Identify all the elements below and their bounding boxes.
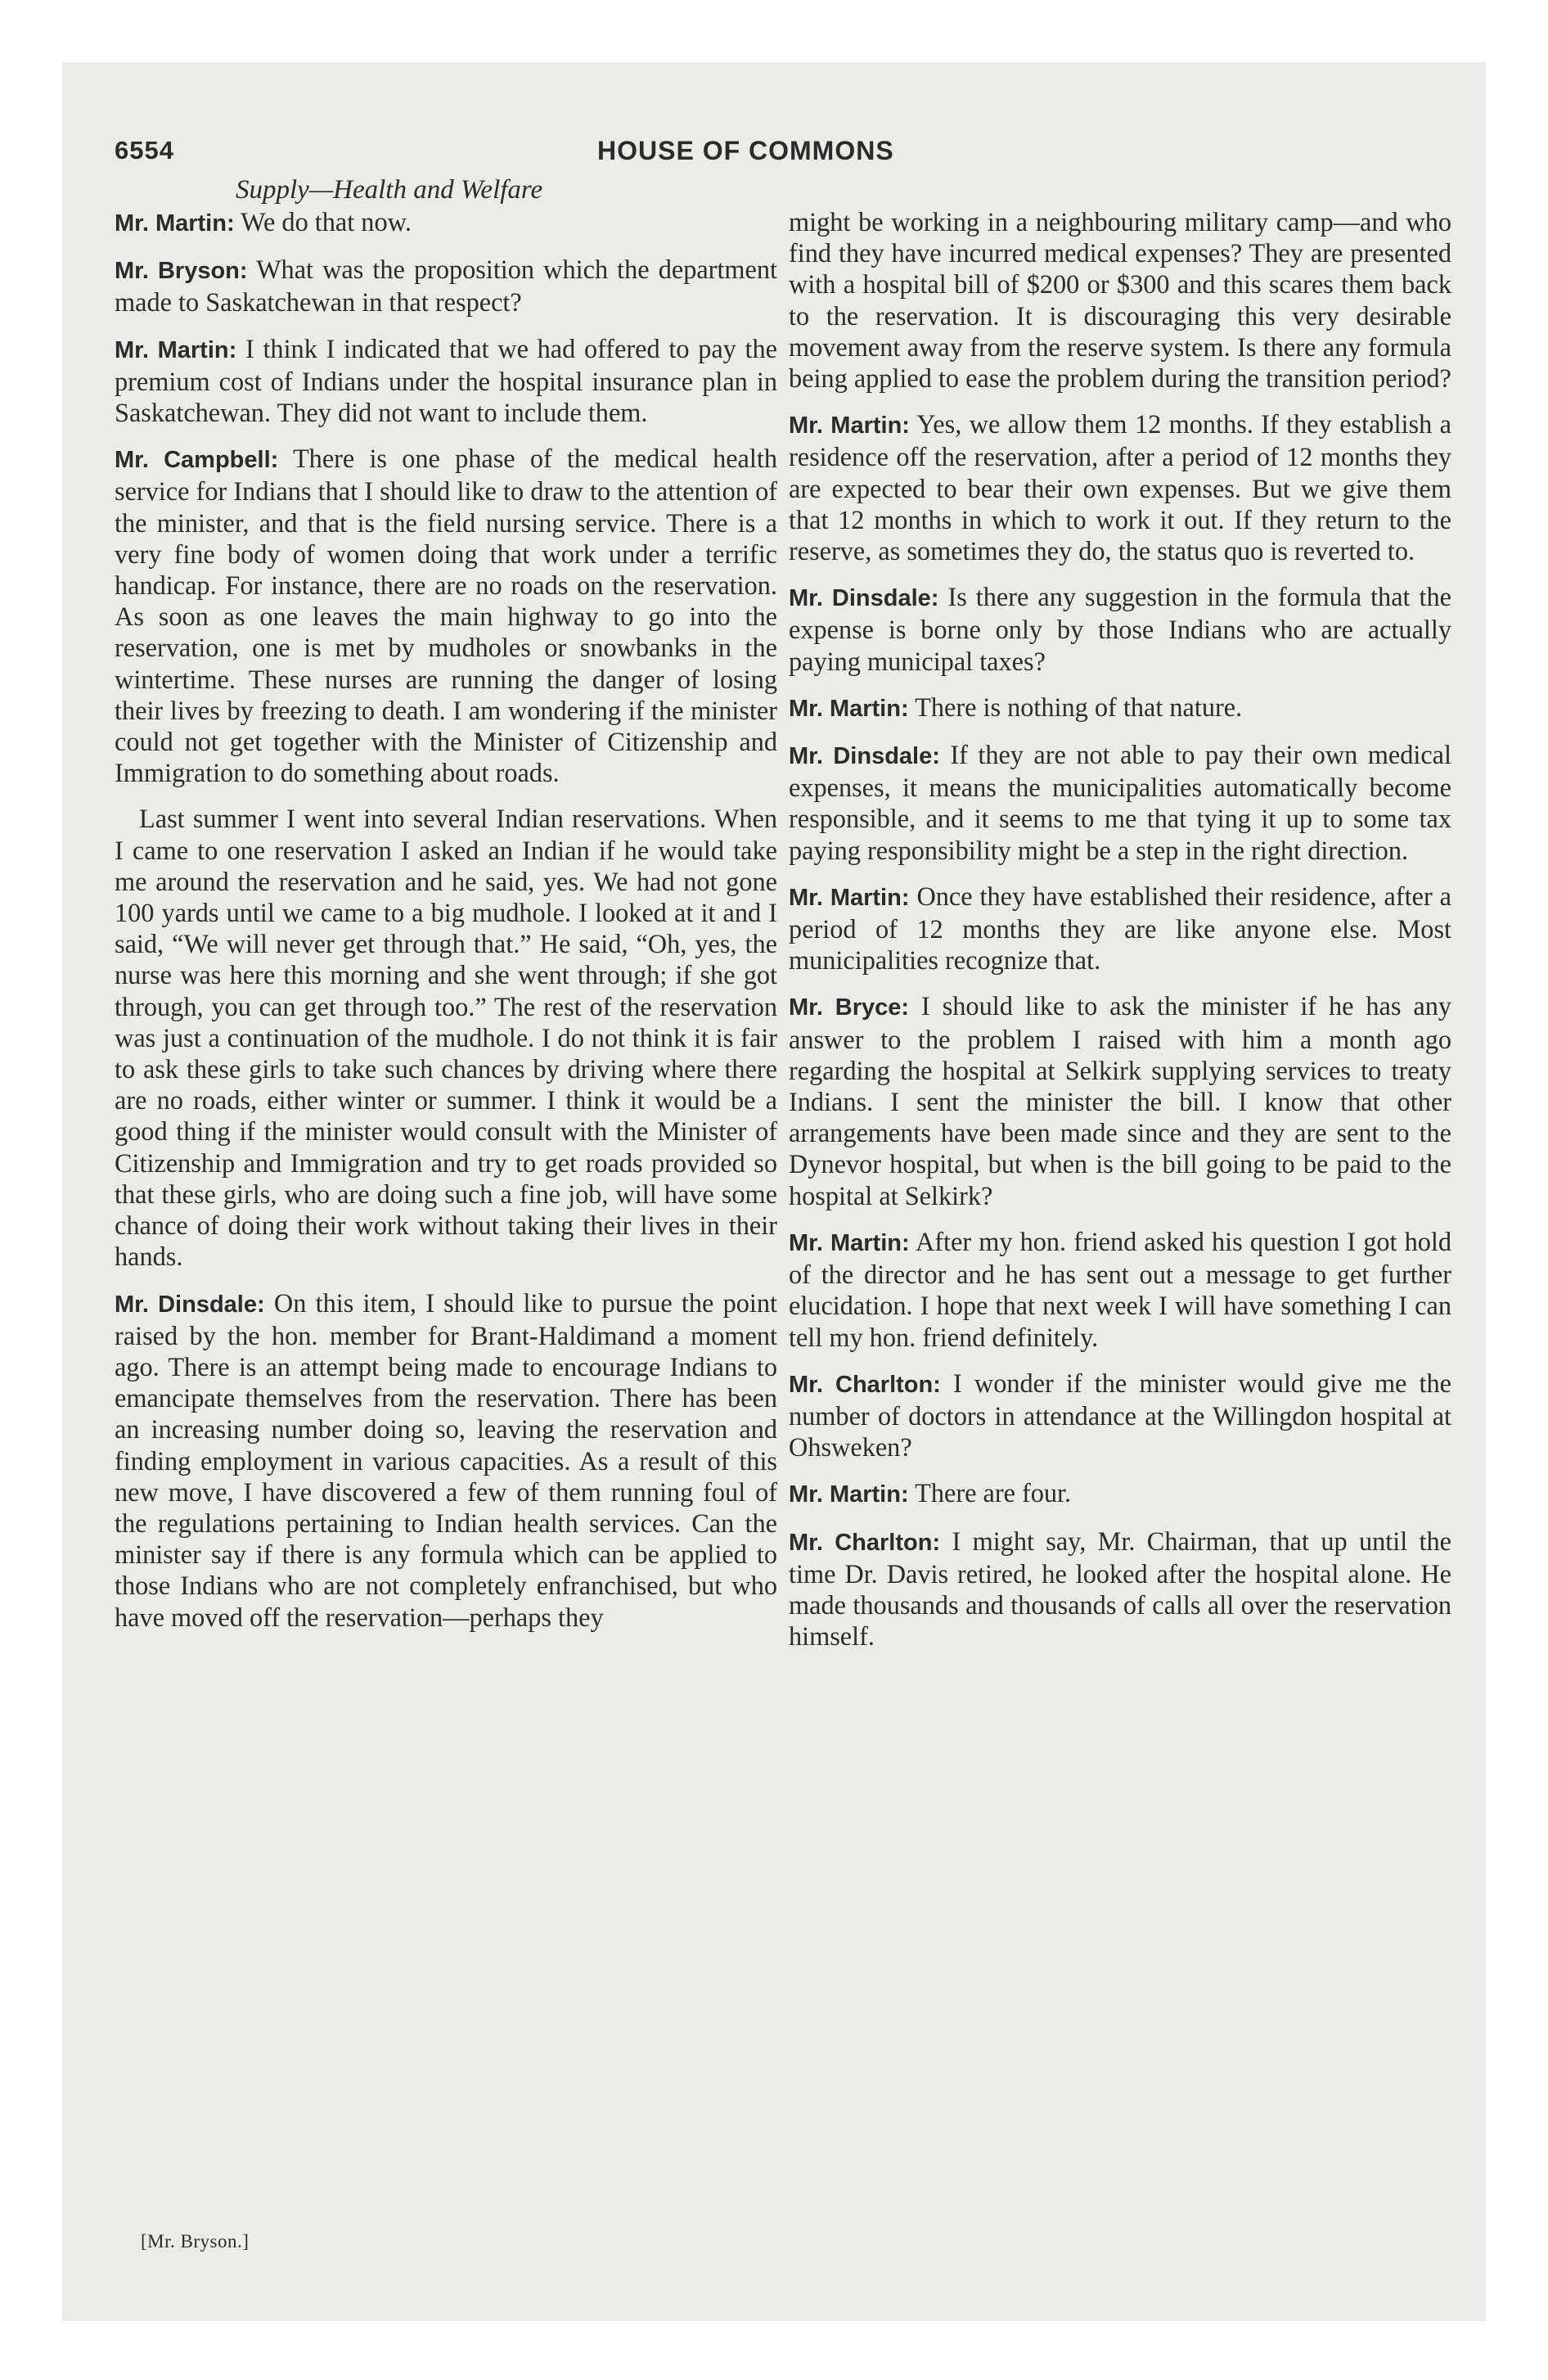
speaker-name: Mr. Dinsdale: (789, 743, 940, 770)
paragraph (789, 581, 1451, 677)
paragraph (115, 254, 777, 318)
speaker-name: Mr. Campbell: (115, 447, 279, 474)
paragraph (789, 990, 1451, 1210)
speaker-name: Mr. Dinsdale: (789, 585, 939, 612)
paragraph (789, 1526, 1451, 1652)
speaker-name: Mr. Dinsdale: (115, 1291, 265, 1318)
speaker-name: Mr. Martin: (789, 1229, 910, 1256)
footer-note: [Mr. Bryson.] (141, 2231, 250, 2252)
speaker-name: Mr. Martin: (115, 336, 237, 363)
paragraph-text: I should like to ask the minister if he has any answer to the problem I raised with him a month ago regarding the hospital at Selkirk supplying services to treaty Indians. I sent the minister the bill. I know that other arrangements have been made since and they are sent to the Dynevor hospital, but when is the bill going to be paid to the hospital at Selkirk? (789, 991, 1452, 1210)
paragraph-text: There is one phase of the medical health service for Indians that I should like to draw to the attention of the minister, and that is the field nursing service. There is a very fine body of women doing that work under a terrific handicap. For instance, there are no roads on the reservation. As soon as one leaves the main highway to go into the reservation, one is met by mudholes or snowbanks in the wintertime. These nurses are running the danger of losing their lives by freezing to death. I am wondering if the minister could not get together with the Minister of Citizenship and Immigration to do something about roads. (115, 444, 777, 788)
paragraph-text: Last summer I went into several Indian reservations. When I came to one reservation I asked an Indian if he would take me around the reservation and he said, yes. We had not gone 100 yards until we came to a big mudhole. I looked at it and I said, “We will never get through that.” He said, “Oh, yes, the nurse was here this morning and she went through; if she got through, you can get through too.” The rest of the reservation was just a continuation of the mudhole. I do not think it is fair to ask these girls to take such chances by driving where there are no roads, either winter or summer. I think it would be a good thing if the minister would consult with the Minister of Citizenship and Immigration and try to get roads provided so that these girls, who are doing such a fine job, will have some chance of doing their work without taking their lives in their hands. (115, 804, 777, 1272)
section-subtitle: Supply—Health and Welfare (236, 175, 543, 205)
paragraph-text: I wonder if the minister would give me the number of doctors in attendance at the Willingdon hospital at Ohsweken? (789, 1368, 1451, 1463)
paragraph-text: I think I indicated that we had offered to pay the premium cost of Indians under the hospital insurance plan in Saskatchewan. They did not want to include them. (115, 333, 777, 428)
paragraph (115, 803, 777, 1272)
speaker-name: Mr. Charlton: (789, 1529, 941, 1556)
speaker-name: Mr. Martin: (789, 695, 909, 722)
paragraph (115, 333, 777, 429)
paragraph-text: We do that now. (241, 207, 412, 237)
paragraph (789, 1477, 1451, 1510)
paragraph-text: Once they have established their residence, after a period of 12 months they are like anyone else. Most municipalities recognize that. (789, 881, 1451, 976)
paragraph-text: If they are not able to pay their own medical expenses, it means the municipalities automatically become responsible, and it seems to me that tying it up to some tax paying responsibility might be a step in the right direction. (789, 740, 1451, 865)
paragraph-text: I might say, Mr. Chairman, that up until the time Dr. Davis retired, he looked after the hospital alone. He made thousands and thousands of calls all over the reservation himself. (789, 1526, 1451, 1652)
speaker-name: Mr. Martin: (789, 1481, 909, 1508)
paragraph-text: There are four. (915, 1478, 1072, 1508)
paragraph (115, 1287, 777, 1633)
paragraph-text: What was the proposition which the department made to Saskatchewan in that respect? (115, 255, 777, 318)
speaker-name: Mr. Charlton: (789, 1371, 941, 1398)
journal-title: HOUSE OF COMMONS (597, 136, 894, 165)
right-column (789, 206, 1451, 1666)
paragraph-text: Yes, we allow them 12 months. If they establish a residence off the reservation, after a period of 12 months they are expected to bear their own expenses. But we give them that 12 months in which to work it out. If they return to the reserve, as sometimes they do, the status quo is reverted to. (789, 409, 1451, 566)
paragraph (789, 692, 1451, 724)
paragraph (789, 408, 1451, 566)
speaker-name: Mr. Martin: (789, 412, 910, 439)
paragraph (115, 443, 777, 788)
paragraph-text: Is there any suggestion in the formula that the expense is borne only by those Indians who are actually paying municipal taxes? (789, 582, 1451, 676)
paragraph-text: On this item, I should like to pursue the point raised by the hon. member for Brant-Haldimand a moment ago. There is an attempt being made to encourage Indians to emancipate themselves from the reservation. There has been an increasing number doing so, leaving the reservation and finding employment in various capacities. As a result of this new move, I have discovered a few of them running foul of the regulations pertaining to Indian health services. Can the minister say if there is any formula which can be applied to those Indians who are not completely enfranchised, but who have moved off the reservation—perhaps they (115, 1287, 777, 1632)
paragraph-text: There is nothing of that nature. (915, 692, 1243, 722)
left-column (115, 206, 777, 1648)
paragraph (789, 1368, 1451, 1463)
speaker-name: Mr. Martin: (115, 210, 235, 237)
page-sheet (62, 62, 1486, 2321)
page-header (115, 136, 1015, 172)
speaker-name: Mr. Bryce: (789, 994, 910, 1021)
paragraph (115, 206, 777, 239)
paragraph (789, 1226, 1451, 1353)
paragraph-text: might be working in a neighbouring military camp—and who find they have incurred medical expenses? They are presented with a hospital bill of $200 or $300 and this scares them back to the reservation. It is discouraging this very desirable movement away from the reserve system. Is there any formula being applied to ease the problem during the transition period? (789, 207, 1451, 394)
speaker-name: Mr. Martin: (789, 884, 910, 911)
paragraph (789, 206, 1451, 394)
paragraph-text: After my hon. friend asked his question I got hold of the director and he has sent out a message to get further elucidation. I hope that next week I will have something I can tell my hon. friend definitely. (789, 1226, 1452, 1352)
paragraph (789, 881, 1451, 976)
page-number: 6554 (115, 136, 174, 165)
speaker-name: Mr. Bryson: (115, 258, 248, 285)
paragraph (789, 739, 1451, 866)
